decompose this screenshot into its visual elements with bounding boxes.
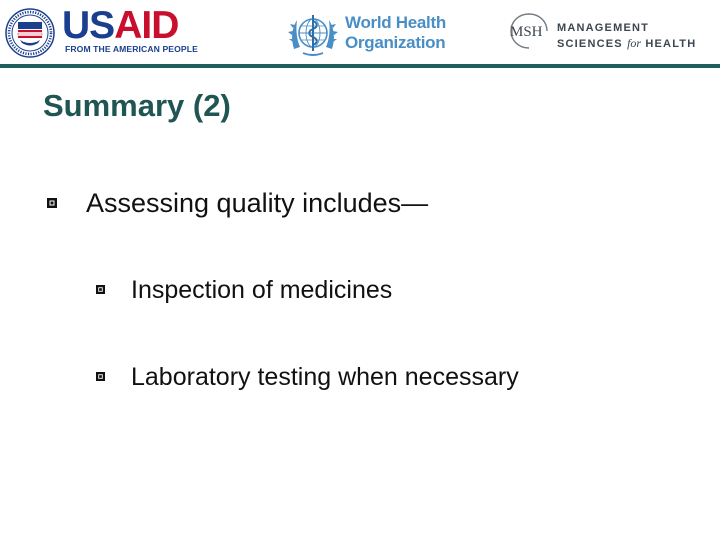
header-divider bbox=[0, 64, 720, 68]
msh-wordmark-health: HEALTH bbox=[641, 38, 697, 50]
who-emblem-icon bbox=[287, 9, 339, 59]
logo-header bbox=[0, 0, 720, 64]
slide-title: Summary (2) bbox=[43, 88, 231, 123]
square-bullet-icon bbox=[47, 198, 57, 208]
bullet-level1 bbox=[47, 187, 428, 219]
msh-wordmark-sciences: SCIENCES bbox=[557, 38, 628, 50]
bullet-level2 bbox=[96, 362, 519, 392]
msh-wordmark bbox=[557, 21, 696, 52]
who-wordmark-line1: World Health bbox=[345, 13, 446, 32]
bullet-text: Laboratory testing when necessary bbox=[131, 363, 519, 391]
usaid-seal-icon bbox=[5, 8, 55, 58]
msh-wordmark-line2 bbox=[557, 36, 696, 52]
who-wordmark bbox=[345, 13, 446, 53]
bullet-text: Assessing quality includes— bbox=[86, 188, 429, 218]
msh-wordmark-line1: MANAGEMENT bbox=[557, 22, 650, 34]
msh-logo-icon bbox=[509, 12, 549, 50]
usaid-wordmark bbox=[62, 4, 178, 48]
bullet-text: Inspection of medicines bbox=[131, 276, 393, 304]
square-bullet-icon bbox=[96, 285, 105, 294]
usaid-tagline: FROM THE AMERICAN PEOPLE bbox=[65, 44, 198, 54]
bullet-level2 bbox=[96, 275, 392, 305]
usaid-wordmark-aid: AID bbox=[114, 4, 179, 47]
msh-wordmark-for: for bbox=[627, 36, 642, 50]
msh-mark-text: MSH bbox=[510, 24, 543, 40]
square-bullet-icon bbox=[96, 372, 105, 381]
usaid-wordmark-us: US bbox=[62, 4, 115, 47]
who-wordmark-line2: Organization bbox=[345, 33, 446, 52]
